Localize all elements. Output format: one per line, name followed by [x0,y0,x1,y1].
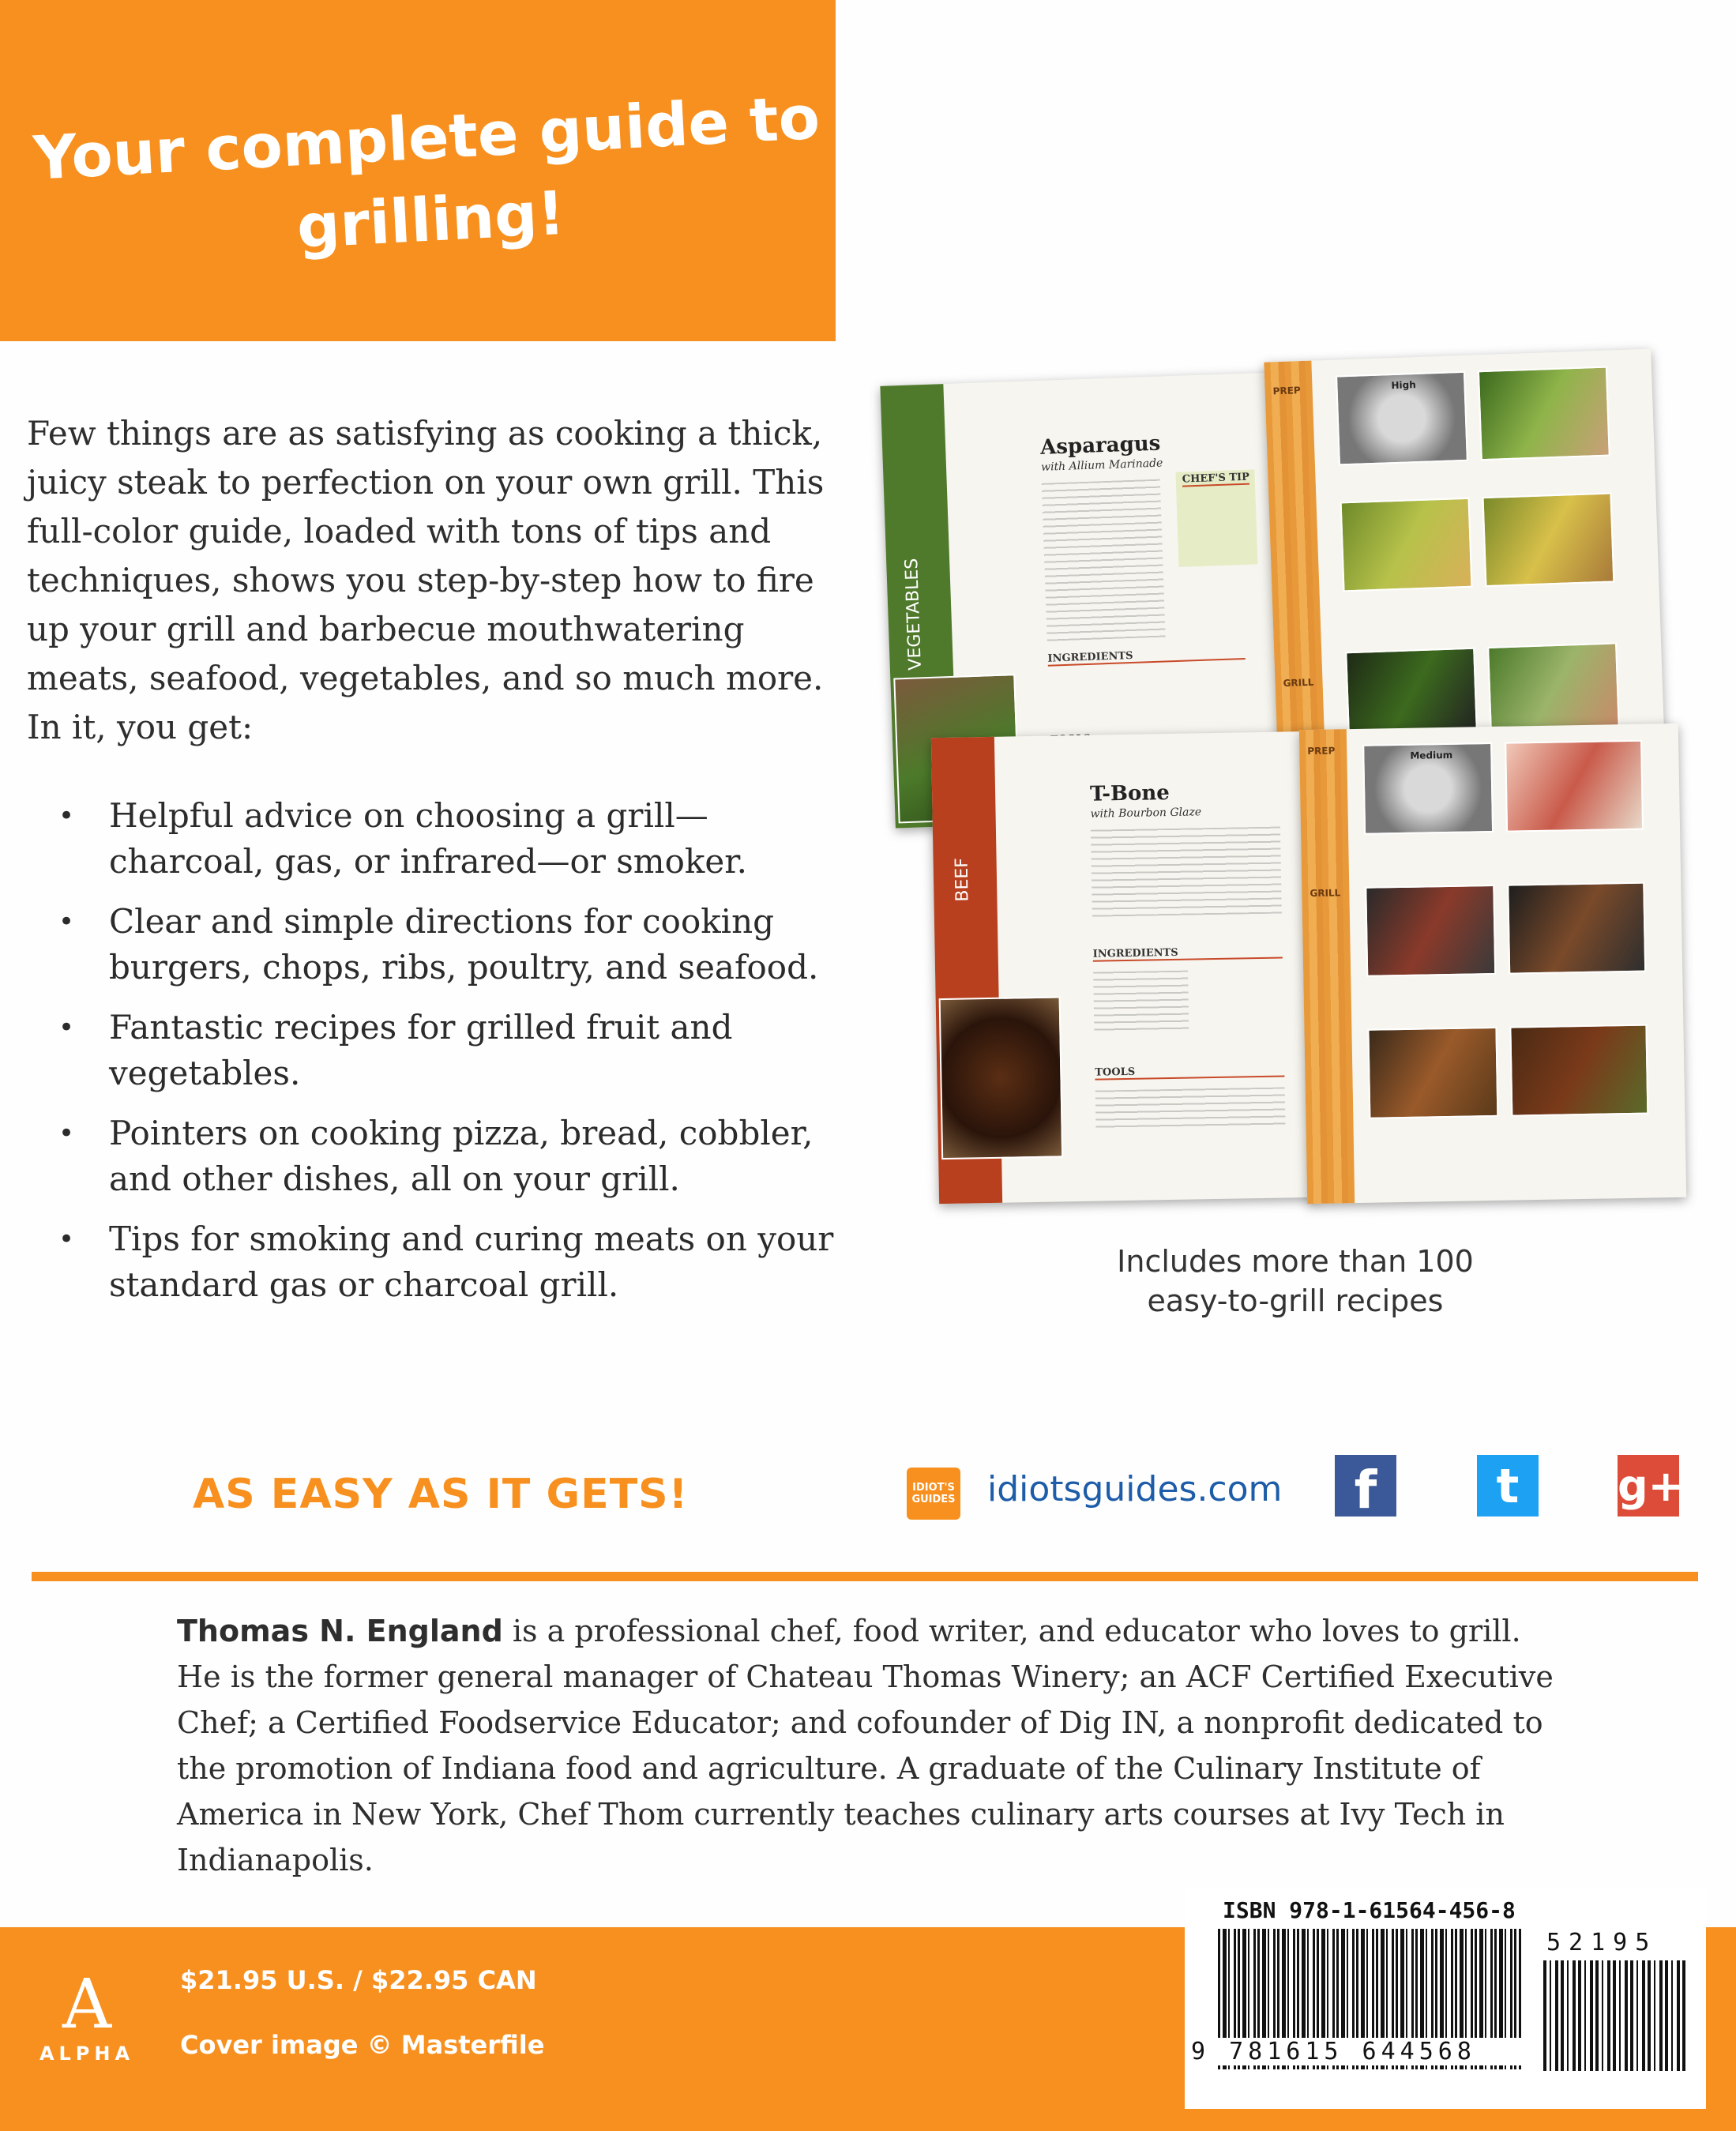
price: $21.95 U.S. / $22.95 CAN [180,1965,537,1995]
prep-label: PREP [1272,385,1301,397]
tbone-sear-photo [1365,885,1496,977]
idiots-guides-logo: IDIOT'S GUIDES [907,1468,960,1520]
addon-barcode [1543,1960,1685,2071]
twitter-icon[interactable]: t [1477,1455,1539,1517]
tbone-glaze-photo [1367,1027,1498,1119]
list-item: • Clear and simple directions for cooking burgers, chops, ribs, poultry, and seafood. [27,899,840,990]
tbone-photo [939,996,1064,1159]
headline-line-2: grilling! [295,177,567,262]
publisher-name: ALPHA [39,2043,135,2065]
asparagus-trim-photo [1478,366,1610,461]
tbone-title: T-Bone [1089,780,1170,806]
tools-lines [1095,1087,1286,1129]
chefs-tip-heading: CHEF'S TIP [1182,471,1250,486]
asparagus-marinade-photo [1482,492,1614,587]
facebook-icon[interactable]: f [1335,1455,1396,1517]
book-spread-illustration [877,340,1690,1240]
tagline: AS EASY AS IT GETS! [193,1471,689,1518]
divider [32,1572,1698,1581]
isbn-label: ISBN 978-1-61564-456-8 [1223,1897,1516,1923]
ingredients-heading: INGREDIENTS [1093,945,1283,962]
author-name: Thomas N. England [177,1614,503,1648]
bullet-icon: • [58,1118,75,1149]
spread-page-tbone-left [931,731,1318,1204]
asparagus-title: Asparagus [1039,431,1161,460]
feature-list [27,793,840,1322]
dial-setting-label: High [1391,379,1417,392]
tbone-flip-photo [1507,882,1646,975]
google-plus-icon[interactable]: g+ [1618,1455,1679,1517]
ingredients-heading: INGREDIENTS [1047,646,1245,667]
grill-label: GRILL [1310,887,1341,900]
seasoning-photo [1505,740,1644,832]
tbone-plated-photo [1509,1024,1648,1117]
cover-credit: Cover image © Masterfile [180,2030,545,2060]
prep-label: PREP [1307,745,1336,757]
grill-label: GRILL [1283,676,1314,690]
website-link[interactable]: idiotsguides.com [987,1469,1283,1509]
author-bio [177,1608,1567,1883]
alpha-logo [32,1967,142,2085]
ean-digits: 9 781615 644568 [1191,2038,1531,2065]
recipe-text-lines [1091,827,1282,917]
bullet-icon: • [58,800,75,832]
asparagus-subtitle: with Allium Marinade [1040,457,1163,474]
list-item: • Tips for smoking and curing meats on your standard gas or charcoal grill. [27,1216,840,1308]
tools-heading: TOOLS [1095,1063,1284,1080]
bullet-icon: • [58,906,75,938]
list-item: • Helpful advice on choosing a grill—charcoal, gas, or infrared—or smoker. [27,793,840,885]
list-item: • Fantastic recipes for grilled fruit and vegetables. [27,1005,840,1096]
spread-page-tbone-right [1299,723,1686,1204]
alpha-mark-icon: A [62,1965,112,2044]
author-bio-text: is a professional chef, food writer, and educator who loves to grill. He is the former general manager of Chateau Thomas Winery; an ACF Certified Executive Chef; a Certified Foodservice Educator; and cofounder of Dig IN, a nonprofit dedicated to the promotion of Indiana food and agriculture. A graduate of the Culinary Institute of America in New York, Chef Thom currently teaches culinary arts courses at Ivy Tech in Indianapolis. [177,1614,1554,1877]
vegetables-tab: VEGETABLES [902,558,926,671]
headline-line-1: Your complete guide to [32,81,821,194]
bullet-icon: • [58,1223,75,1255]
recipe-text-lines [1042,479,1166,641]
intro-paragraph: Few things are as satisfying as cooking a thick, juicy steak to perfection on your own grill. This full-color guide, loaded with tons of tips and techniques, shows you step-by-step how to fire up your grill and barbecue mouthwatering meats, seafood, vegetables, and so much more. In it, you get: [27,414,825,746]
tbone-subtitle: with Bourbon Glaze [1090,806,1202,821]
price-addon-digits: 52195 [1546,1929,1658,1956]
ingredients-lines [1093,971,1189,1035]
dial-setting-label: Medium [1410,749,1453,761]
beef-tab: BEEF [952,857,973,902]
spread-caption: Includes more than 100 easy-to-grill recipes [1117,1244,1474,1318]
asparagus-skewer-photo [1340,498,1473,592]
bullet-icon: • [58,1012,75,1043]
asparagus-plated-photo [1487,642,1620,737]
wood-strip [1299,729,1355,1204]
list-item: • Pointers on cooking pizza, bread, cobbler, and other dishes, all on your grill. [27,1111,840,1202]
